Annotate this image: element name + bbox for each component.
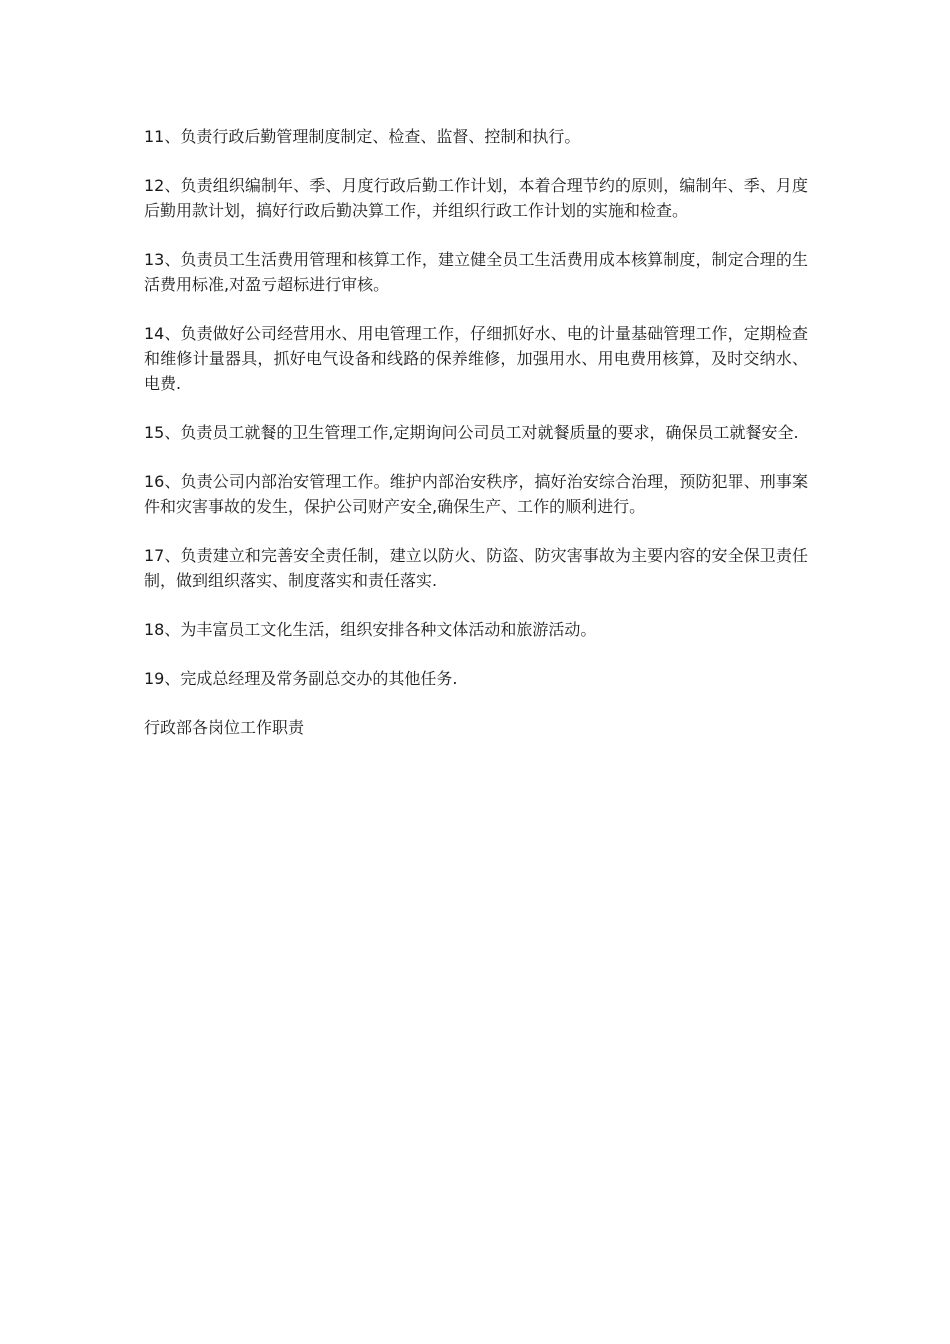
duty-item-16: 16、负责公司内部治安管理工作。维护内部治安秩序，搞好治安综合治理，预防犯罪、刑事案件和灾害事故的发生，保护公司财产安全,确保生产、工作的顺利进行。: [144, 472, 808, 516]
duty-item-17: 17、负责建立和完善安全责任制，建立以防火、防盗、防灾害事故为主要内容的安全保卫责任制，做到组织落实、制度落实和责任落实.: [144, 546, 808, 590]
document-body: [144, 124, 808, 740]
section-heading: 行政部各岗位工作职责: [144, 718, 305, 737]
duty-item-12: 12、负责组织编制年、季、月度行政后勤工作计划，本着合理节约的原则，编制年、季、月度后勤用款计划，搞好行政后勤决算工作，并组织行政工作计划的实施和检查。: [144, 176, 808, 220]
duty-item-15: 15、负责员工就餐的卫生管理工作,定期询问公司员工对就餐质量的要求，确保员工就餐安全.: [144, 423, 799, 442]
duty-item-11: 11、负责行政后勤管理制度制定、检查、监督、控制和执行。: [144, 127, 581, 146]
duty-item-19: 19、完成总经理及常务副总交办的其他任务.: [144, 669, 458, 688]
duty-item-14: 14、负责做好公司经营用水、用电管理工作，仔细抓好水、电的计量基础管理工作，定期检查和维修计量器具，抓好电气设备和线路的保养维修，加强用水、用电费用核算，及时交纳水、电费.: [144, 324, 808, 393]
duty-item-13: 13、负责员工生活费用管理和核算工作，建立健全员工生活费用成本核算制度，制定合理的生活费用标准,对盈亏超标进行审核。: [144, 250, 808, 294]
duty-item-18: 18、为丰富员工文化生活，组织安排各种文体活动和旅游活动。: [144, 620, 597, 639]
